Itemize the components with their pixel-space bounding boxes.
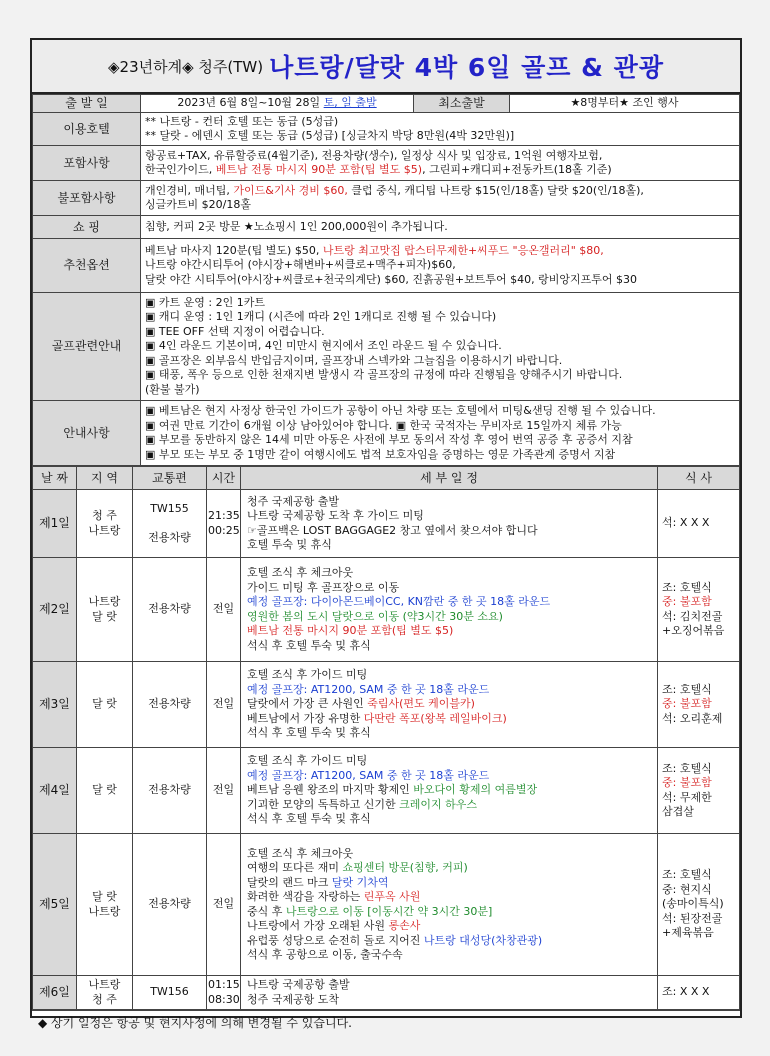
text-segment: 청주 국제공항 도착 <box>247 992 340 1006</box>
info-line <box>145 448 735 463</box>
info-row-label: 골프관련안내 <box>33 293 141 401</box>
schedule-header: 식 사 <box>658 467 740 490</box>
meal-line <box>662 624 735 639</box>
meal-line <box>662 805 735 820</box>
text-segment: 예정 골프장: AT1200, SAM 중 한 곳 18홀 라운드 <box>247 768 490 782</box>
text-segment: 조: 호텔식 <box>662 868 712 882</box>
schedule-detail <box>241 834 658 976</box>
text-segment: 호텔 조식 후 가이드 미팅 <box>247 754 368 768</box>
meal-line <box>662 883 735 898</box>
info-line <box>145 273 735 288</box>
depart-dates: 2023년 6월 8일~10월 28일 토, 일 출발 <box>141 95 414 113</box>
schedule-row <box>33 748 740 834</box>
text-segment: (환불 불가) <box>145 382 200 396</box>
schedule-header: 시간 <box>207 467 241 490</box>
info-line <box>145 433 735 448</box>
schedule-line <box>247 890 653 905</box>
schedule-line <box>247 934 653 949</box>
title-prefix: ◈23년하계◈ 청주(TW) <box>108 57 264 76</box>
schedule-line <box>247 538 653 553</box>
text-segment: ▣ 골프장은 외부음식 반입금지이며, 골프장내 스넥카와 그늘집을 이용하시기 바랍니다. <box>145 353 563 367</box>
text-segment: 호텔 조식 후 체크아웃 <box>247 566 354 579</box>
schedule-line <box>247 847 653 862</box>
text-segment: 베트남 응웬 왕조의 마지막 황제인 <box>247 783 414 797</box>
text-segment: 한국인가이드, <box>145 163 216 176</box>
text-segment: 베트남 전통 마시지 90분 포함(팁 별도 $5) <box>247 624 454 637</box>
schedule-line <box>247 978 653 993</box>
text-segment: 죽림사(편도 케이블카) <box>367 697 475 711</box>
text-segment: ▣ 여권 만료 기간이 6개월 이상 남아있어야 합니다. ▣ 한국 국적자는 무비자로 15일까지 체류 가능 <box>145 418 622 432</box>
info-row-label: 불포함사항 <box>33 181 141 216</box>
info-row-label: 안내사항 <box>33 401 141 466</box>
schedule-line <box>247 798 653 813</box>
schedule-line <box>247 581 653 596</box>
text-segment: 여행의 또다른 재미 <box>247 861 343 874</box>
day-label: 제2일 <box>33 558 77 662</box>
schedule-line <box>247 905 653 920</box>
meal-line <box>662 926 735 941</box>
schedule-detail <box>241 490 658 558</box>
text-segment: (송마이특식) <box>662 897 724 911</box>
text-segment: ▣ 카트 운영 : 2인 1카트 <box>145 295 265 309</box>
time-cell: 01:15 08:30 <box>207 976 241 1010</box>
meals-cell <box>658 748 740 834</box>
text-segment: ☞골프백은 LOST BAGGAGE2 창고 옆에서 찾으셔야 합니다 <box>247 523 538 537</box>
text-segment: 롱손사 <box>388 919 421 932</box>
depart-label: 출 발 일 <box>33 95 141 113</box>
schedule-line <box>247 861 653 876</box>
info-row-content <box>141 146 740 181</box>
text-segment: 조: 호텔식 <box>662 761 712 775</box>
text-segment: 나트랑 야간시티투어 (야시장+해변바+씨클로+맥주+피자)$60, <box>145 258 456 272</box>
info-line <box>145 129 735 144</box>
title-main: 나트랑/달랏 4박 6일 골프 & 관광 <box>269 53 664 82</box>
schedule-line <box>247 697 653 712</box>
meal-line <box>662 868 735 883</box>
info-line <box>145 419 735 434</box>
text-segment: 화려한 색감을 자랑하는 <box>247 890 364 903</box>
transport-cell: TW156 <box>133 976 207 1010</box>
text-segment: 나트랑 국제공항 출발 <box>247 978 350 991</box>
text-segment: 나트랑으로 이동 [이동시간 약 3시간 30분] <box>285 904 493 918</box>
schedule-detail <box>241 748 658 834</box>
text-segment: 석식 후 호텔 투숙 및 휴식 <box>247 726 371 740</box>
info-row-content <box>141 181 740 216</box>
text-segment: +오징어볶음 <box>662 624 725 637</box>
text-segment: ▣ 4인 라운드 기본이며, 4인 미만시 현지에서 조인 라운드 될 수 있습니다. <box>145 339 502 353</box>
min-depart-label: 최소출발 <box>414 95 510 113</box>
text-segment: 나트랑 국제공항 도착 후 가이드 미팅 <box>247 509 424 522</box>
meals-cell <box>658 662 740 748</box>
schedule-line <box>247 566 653 581</box>
info-row-label: 포함사항 <box>33 146 141 181</box>
text-segment: 석: 오리훈제 <box>662 711 723 725</box>
time-cell: 21:35 00:25 <box>207 490 241 558</box>
meal-line <box>662 683 735 698</box>
info-row-label: 추천옵션 <box>33 239 141 293</box>
schedule-line <box>247 668 653 683</box>
text-segment: 청주 국제공항 출발 <box>247 494 340 508</box>
text-segment: ▣ 캐디 운영 : 1인 1캐디 (시즌에 따라 2인 1캐디로 진행 될 수 있습니다) <box>145 310 497 324</box>
region-cell: 나트랑 청 주 <box>77 976 133 1010</box>
text-segment: 달랏 야간 시티투어(야시장+씨클로+천국의계단) $60, 진흙공원+보트투어 $40, 랑비앙지프투어 $30 <box>145 272 637 286</box>
text-segment: , 그린피+캐디피+전동카트(18홀 기준) <box>422 163 612 176</box>
text-segment: 석: 된장전골 <box>662 911 723 925</box>
min-depart-value: ★8명부터★ 조인 행사 <box>510 95 740 113</box>
info-row-label: 쇼 핑 <box>33 216 141 239</box>
info-line <box>145 310 735 325</box>
time-cell: 전일 <box>207 662 241 748</box>
info-row <box>33 239 740 293</box>
region-cell: 달 랏 <box>77 748 133 834</box>
text-segment: 호텔 투숙 및 휴식 <box>247 538 332 551</box>
info-row <box>33 216 740 239</box>
transport-cell: TW155 전용차량 <box>133 490 207 558</box>
text-segment: 크레이지 하우스 <box>399 797 478 811</box>
text-segment: 유럽풍 성당으로 순전히 돌로 지어진 <box>247 933 424 947</box>
text-segment: 나트랑에서 가장 오래된 사원 <box>247 919 389 932</box>
schedule-row <box>33 834 740 976</box>
schedule-line <box>247 495 653 510</box>
schedule-line <box>247 639 653 654</box>
schedule-header: 교통편 <box>133 467 207 490</box>
region-cell: 달 랏 나트랑 <box>77 834 133 976</box>
text-segment: ▣ TEE OFF 선택 지정이 어렵습니다. <box>145 324 325 338</box>
meal-line <box>662 595 735 610</box>
info-line <box>145 354 735 369</box>
meal-line <box>662 776 735 791</box>
text-segment: 중: 불포함 <box>662 595 712 608</box>
text-segment: 달랏에서 가장 큰 사원인 <box>247 697 368 711</box>
day-label: 제1일 <box>33 490 77 558</box>
text-segment: 항공료+TAX, 유류할증료(4월기준), 전용차량(생수), 일정상 식사 및 입장료, 1억원 여행자보험, <box>145 148 603 162</box>
region-cell: 청 주 나트랑 <box>77 490 133 558</box>
text-segment: 석식 후 공항으로 이동, 출국수속 <box>247 948 403 961</box>
info-table <box>32 94 740 466</box>
day-label: 제3일 <box>33 662 77 748</box>
text-segment: 개인경비, 매너팁, <box>145 183 234 197</box>
schedule-line <box>247 726 653 741</box>
info-line <box>145 325 735 340</box>
schedule-line <box>247 595 653 610</box>
meal-line <box>662 610 735 625</box>
text-segment: 가이드 미팅 후 골프장으로 이동 <box>247 580 400 594</box>
schedule-row <box>33 662 740 748</box>
schedule-table <box>32 466 740 1010</box>
info-row-content <box>141 113 740 146</box>
transport-cell: 전용차량 <box>133 558 207 662</box>
schedule-line <box>247 993 653 1008</box>
schedule-row <box>33 490 740 558</box>
text-segment: 베트남 전통 마시지 90분 포함(팁 별도 $5) <box>215 163 423 176</box>
info-row-content <box>141 239 740 293</box>
schedule-row <box>33 976 740 1010</box>
info-row-content <box>141 293 740 401</box>
text-segment: 호텔 조식 후 가이드 미팅 <box>247 668 368 682</box>
schedule-line <box>247 876 653 891</box>
text-segment: 가이드&기사 경비 $60, <box>233 183 348 197</box>
text-segment: 침향, 커피 2곳 방문 ★노쇼핑시 1인 200,000원이 추가됩니다. <box>145 219 448 233</box>
schedule-detail <box>241 558 658 662</box>
day-label: 제5일 <box>33 834 77 976</box>
schedule-line <box>247 812 653 827</box>
text-segment: 달랏 기차역 <box>331 875 389 889</box>
text-segment: 석: 무제한 <box>662 790 712 804</box>
text-segment: 석식 후 호텔 투숙 및 휴식 <box>247 638 371 652</box>
transport-cell: 전용차량 <box>133 662 207 748</box>
info-line <box>145 404 735 419</box>
text-segment: ▣ 태풍, 폭우 등으로 인한 천재지변 발생시 각 골프장의 규정에 따라 진행됨을 양해주시기 바랍니다. <box>145 368 623 382</box>
text-segment: 베트남에서 가장 유명한 <box>247 711 364 725</box>
info-line <box>145 184 735 199</box>
transport-cell: 전용차량 <box>133 834 207 976</box>
text-segment: 중: 현지식 <box>662 882 712 896</box>
schedule-row <box>33 558 740 662</box>
text-segment: 중: 불포함 <box>662 697 712 711</box>
region-cell: 나트랑 달 랏 <box>77 558 133 662</box>
schedule-line <box>247 712 653 727</box>
text-segment: 예정 골프장: AT1200, SAM 중 한 곳 18홀 라운드 <box>247 682 490 696</box>
text-segment: 조: X X X <box>662 985 710 999</box>
meal-line <box>662 697 735 712</box>
text-segment: 호텔 조식 후 체크아웃 <box>247 846 354 860</box>
info-line <box>145 198 735 213</box>
schedule-line <box>247 610 653 625</box>
text-segment: ▣ 부모 또는 부모 중 1명만 같이 여행시에도 법적 보호자임을 증명하는 영문 가족관계 증명서 지참 <box>145 447 616 461</box>
info-row <box>33 401 740 466</box>
day-label: 제4일 <box>33 748 77 834</box>
text-segment: ** 달랏 - 에덴시 호텔 또는 동급 (5성급) [싱글차지 박당 8만원(4박 32만원)] <box>145 129 515 142</box>
text-segment: 다딴란 폭포(왕복 레일바이크) <box>363 711 507 725</box>
info-line <box>145 258 735 273</box>
itinerary-sheet <box>30 38 742 1030</box>
text-segment: 석: 김치전골 <box>662 609 723 623</box>
text-segment: 바오다이 황제의 여름별장 <box>413 783 538 797</box>
info-row <box>33 293 740 401</box>
schedule-line <box>247 783 653 798</box>
time-cell: 전일 <box>207 558 241 662</box>
text-segment: 달랏의 랜드 마크 <box>247 875 332 889</box>
info-line <box>145 244 735 259</box>
text-segment: 기괴한 모양의 독특하고 신기한 <box>247 797 400 811</box>
schedule-line <box>247 683 653 698</box>
schedule-line <box>247 754 653 769</box>
schedule-line <box>247 509 653 524</box>
meal-line <box>662 912 735 927</box>
info-line <box>145 115 735 130</box>
schedule-header: 세 부 일 정 <box>241 467 658 490</box>
meals-cell <box>658 490 740 558</box>
text-segment: ▣ 부모를 동반하지 않은 14세 미만 아동은 사전에 부모 동의서 작성 후 영어 번역 공증 후 공증서 지참 <box>145 433 633 446</box>
meal-line <box>662 581 735 596</box>
info-line <box>145 383 735 398</box>
time-cell: 전일 <box>207 834 241 976</box>
text-segment: 석식 후 호텔 투숙 및 휴식 <box>247 812 371 826</box>
info-line <box>145 163 735 178</box>
meals-cell <box>658 976 740 1010</box>
meal-line <box>662 897 735 912</box>
schedule-line <box>247 524 653 539</box>
text-segment: 나트랑 최고맛집 랍스터무제한+씨푸드 "응온갤러리" $80, <box>322 243 604 257</box>
text-segment: 쇼핑센터 방문(침향, 커피) <box>342 861 468 874</box>
schedule-line <box>247 769 653 784</box>
document-title <box>32 40 740 94</box>
meal-line <box>662 712 735 727</box>
text-segment: 조: 호텔식 <box>662 580 712 594</box>
time-cell: 전일 <box>207 748 241 834</box>
text-segment: 나트랑 대성당(차창관광) <box>423 933 543 947</box>
meals-cell <box>658 834 740 976</box>
text-segment: 베트남 마사지 120분(팁 별도) $50, <box>145 243 323 257</box>
text-segment: 싱글카트비 $20/18홀 <box>145 198 251 211</box>
day-label: 제6일 <box>33 976 77 1010</box>
schedule-detail <box>241 976 658 1010</box>
text-segment: 영원한 봄의 도시 달랏으로 이동 (약3시간 30분 소요) <box>247 609 503 623</box>
info-line <box>145 220 735 235</box>
text-segment: +제육볶음 <box>662 926 714 940</box>
info-line <box>145 296 735 311</box>
meal-line <box>662 791 735 806</box>
text-segment: 조: 호텔식 <box>662 682 712 696</box>
transport-cell: 전용차량 <box>133 748 207 834</box>
text-segment: ▣ 베트남은 현지 사정상 한국인 가이드가 공항이 아닌 차량 또는 호텔에서 미팅&샌딩 진행 될 수 있습니다. <box>145 404 656 417</box>
region-cell: 달 랏 <box>77 662 133 748</box>
meal-line <box>662 762 735 777</box>
text-segment: 린푸옥 사원 <box>363 890 421 903</box>
schedule-line <box>247 624 653 639</box>
meal-line <box>662 516 735 531</box>
schedule-header: 날 짜 <box>33 467 77 490</box>
info-line <box>145 368 735 383</box>
schedule-line <box>247 919 653 934</box>
text-segment: 클럽 중식, 캐디팁 나트랑 $15(인/18홀) 달랏 $20(인/18홀), <box>347 183 644 197</box>
text-segment: 예정 골프장: 다이아몬드베이CC, KN깜란 중 한 곳 18홀 라운드 <box>247 595 551 608</box>
schedule-header: 지 역 <box>77 467 133 490</box>
footer-note: ◆ 상기 일정은 항공 및 현지사정에 의해 변경될 수 있습니다. <box>32 1010 740 1034</box>
info-row-label: 이용호텔 <box>33 113 141 146</box>
info-row <box>33 113 740 146</box>
info-line <box>145 339 735 354</box>
info-row-content <box>141 216 740 239</box>
text-segment: 석: X X X <box>662 516 710 530</box>
schedule-line <box>247 948 653 963</box>
info-row <box>33 146 740 181</box>
info-row <box>33 181 740 216</box>
meal-line <box>662 985 735 1000</box>
text-segment: 삼겹살 <box>662 805 694 818</box>
info-line <box>145 149 735 164</box>
info-row-content <box>141 401 740 466</box>
text-segment: 중: 불포함 <box>662 776 712 789</box>
schedule-detail <box>241 662 658 748</box>
meals-cell <box>658 558 740 662</box>
text-segment: ** 나트랑 - 컨터 호텔 또는 동급 (5성급) <box>145 114 339 128</box>
text-segment: 중식 후 <box>247 904 286 918</box>
